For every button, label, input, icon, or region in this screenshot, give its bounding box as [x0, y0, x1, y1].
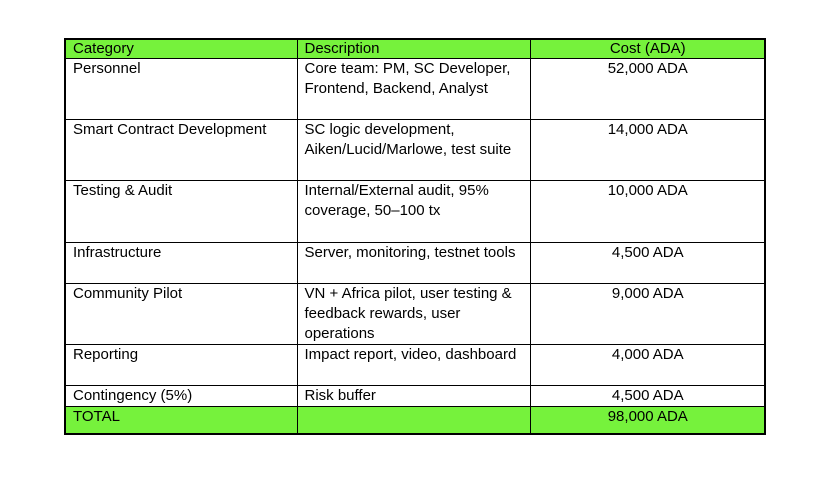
- header-row: [65, 39, 765, 59]
- row-category: Testing & Audit: [65, 181, 297, 243]
- table-row: [65, 59, 765, 120]
- budget-table: [64, 38, 766, 435]
- row-description: Internal/External audit, 95% coverage, 50–100 tx: [297, 181, 530, 243]
- table-row: [65, 386, 765, 407]
- row-category: Contingency (5%): [65, 386, 297, 407]
- table-row: [65, 284, 765, 345]
- row-description: Impact report, video, dashboard: [297, 345, 530, 386]
- table-row: [65, 243, 765, 284]
- row-cost: 4,500 ADA: [530, 386, 765, 407]
- total-row: [65, 407, 765, 435]
- row-cost: 52,000 ADA: [530, 59, 765, 120]
- table-row: [65, 120, 765, 181]
- row-category: Infrastructure: [65, 243, 297, 284]
- row-cost: 9,000 ADA: [530, 284, 765, 345]
- header-description: Description: [297, 39, 530, 59]
- row-cost: 4,500 ADA: [530, 243, 765, 284]
- row-category: Reporting: [65, 345, 297, 386]
- row-category: Personnel: [65, 59, 297, 120]
- row-description: VN + Africa pilot, user testing & feedback rewards, user operations: [297, 284, 530, 345]
- total-label: TOTAL: [65, 407, 297, 435]
- row-description: Core team: PM, SC Developer, Frontend, Backend, Analyst: [297, 59, 530, 120]
- row-cost: 14,000 ADA: [530, 120, 765, 181]
- row-category: Smart Contract Development: [65, 120, 297, 181]
- row-category: Community Pilot: [65, 284, 297, 345]
- total-cost: 98,000 ADA: [530, 407, 765, 435]
- header-cost: Cost (ADA): [530, 39, 765, 59]
- row-cost: 4,000 ADA: [530, 345, 765, 386]
- total-description: [297, 407, 530, 435]
- row-description: Server, monitoring, testnet tools: [297, 243, 530, 284]
- row-description: SC logic development, Aiken/Lucid/Marlowe, test suite: [297, 120, 530, 181]
- row-cost: 10,000 ADA: [530, 181, 765, 243]
- row-description: Risk buffer: [297, 386, 530, 407]
- table-row: [65, 345, 765, 386]
- header-category: Category: [65, 39, 297, 59]
- table-row: [65, 181, 765, 243]
